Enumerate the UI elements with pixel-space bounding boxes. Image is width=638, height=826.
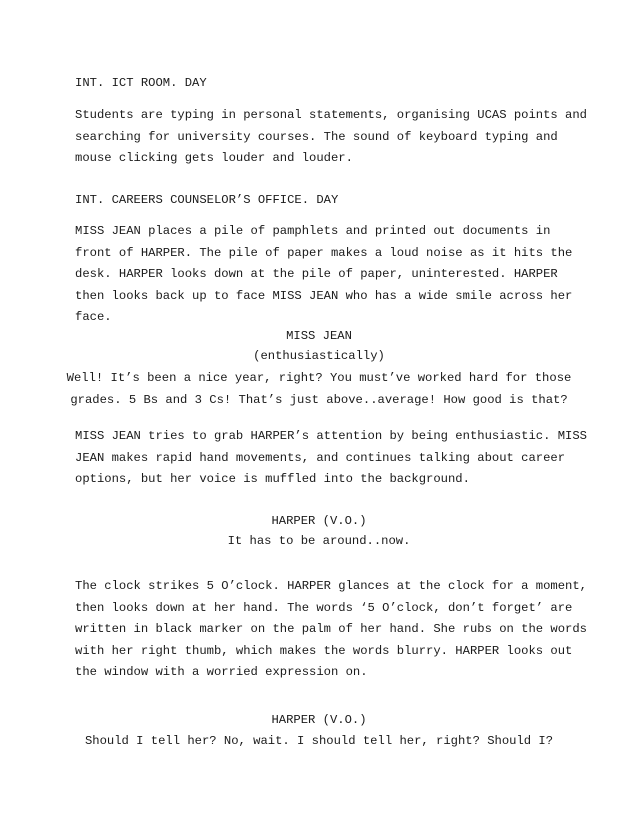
scene-heading: INT. CAREERS COUNSELOR’S OFFICE. DAY	[75, 193, 339, 207]
parenthetical: (enthusiastically)	[253, 349, 385, 363]
character-name: MISS JEAN	[286, 329, 352, 343]
action-line: JEAN makes rapid hand movements, and continues talking about career	[75, 450, 566, 465]
scene-heading: INT. ICT ROOM. DAY	[75, 76, 207, 90]
action-line: face.	[75, 310, 112, 324]
action-line: desk. HARPER looks down at the pile of paper, uninterested. HARPER	[75, 267, 558, 281]
character-name: HARPER (V.O.)	[271, 713, 367, 727]
action-line: The clock strikes 5 O’clock. HARPER glances at the clock for a moment,	[75, 579, 587, 593]
dialogue-line: grades. 5 Bs and 3 Cs! That’s just above..average! How good is that?	[70, 393, 568, 407]
action-paragraph	[75, 426, 587, 491]
dialogue-line: Should I tell her? No, wait. I should tell her, right? Should I?	[84, 734, 554, 748]
action-paragraph	[75, 221, 575, 329]
character-name: HARPER (V.O.)	[271, 514, 367, 528]
action-line: Students are typing in personal statements, organising UCAS points and	[75, 108, 587, 122]
dialogue-line: Well! It’s been a nice year, right? You must’ve worked hard for those	[66, 371, 572, 385]
action-paragraph	[75, 105, 587, 170]
action-line: then looks back up to face MISS JEAN who has a wide smile across her	[75, 288, 573, 303]
action-paragraph	[75, 576, 587, 684]
action-line: front of HARPER. The pile of paper makes a loud noise as it hits the	[75, 245, 573, 260]
action-line: MISS JEAN places a pile of pamphlets and printed out documents in	[75, 224, 551, 238]
action-line: then looks down at her hand. The words ‘5 O’clock, don’t forget’ are	[75, 600, 573, 615]
action-line: MISS JEAN tries to grab HARPER’s attention by being enthusiastic. MISS	[75, 429, 587, 443]
action-line: the window with a worried expression on.	[75, 665, 368, 679]
dialogue-line: It has to be around..now.	[227, 534, 411, 548]
action-line: searching for university courses. The sound of keyboard typing and	[75, 129, 558, 144]
action-line: mouse clicking gets louder and louder.	[75, 151, 353, 165]
action-line: written in black marker on the palm of her hand. She rubs on the words	[75, 622, 587, 636]
action-line: with her right thumb, which makes the words blurry. HARPER looks out	[75, 643, 573, 658]
action-line: options, but her voice is muffled into the background.	[75, 472, 470, 486]
